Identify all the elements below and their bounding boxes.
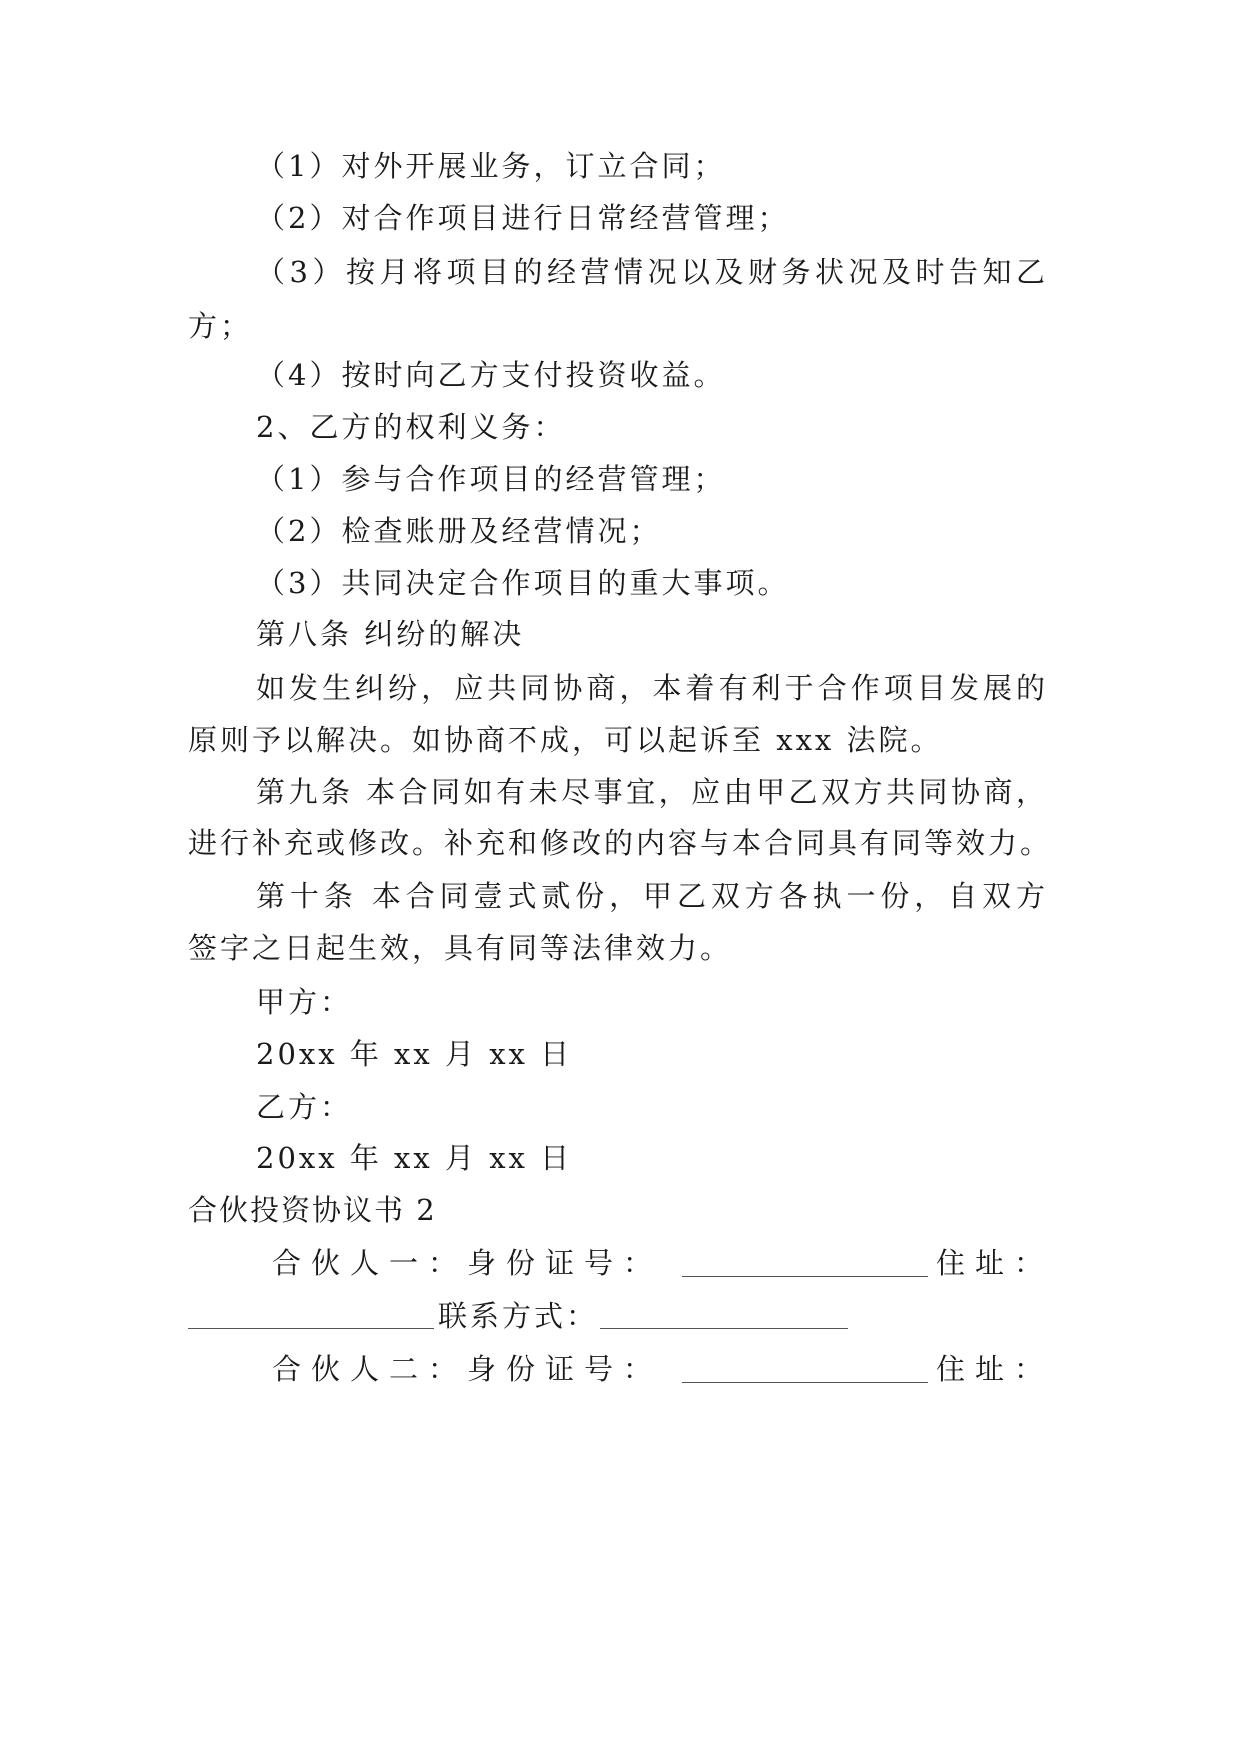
agreement-2-title: 合伙投资协议书 2 [188,1193,437,1227]
party-b-duty-3: （3）共同决定合作项目的重大事项。 [256,566,790,600]
article-10-line2: 签字之日起生效，具有同等法律效力。 [188,931,733,965]
partner-2-address-label: 住址： [936,1352,1054,1386]
partner-1-id-label: 合伙人一：身份证号： [272,1246,663,1280]
party-a-signature-date: 20xx 年 xx 月 xx 日 [256,1037,573,1071]
partner-1-id-blank [682,1248,928,1277]
party-b-duty-1: （1）参与合作项目的经营管理； [256,462,726,496]
partner-2-id-label: 合伙人二：身份证号： [272,1352,663,1386]
party-b-signature-label: 乙方： [256,1090,353,1124]
partner-2-address-label-wrap [936,1349,1053,1389]
party-a-duty-1: （1）对外开展业务，订立合同； [256,149,726,183]
party-b-section-heading: 2、乙方的权利义务： [256,410,566,444]
partner-1-contact-label: 联系方式： [438,1299,599,1333]
partner-1-address-label-wrap [936,1243,1053,1283]
party-a-duty-4: （4）按时向乙方支付投资收益。 [256,358,726,392]
article-8-heading: 第八条 纠纷的解决 [256,617,525,651]
partner-2-row-1 [272,1349,662,1389]
party-a-signature-label: 甲方： [256,985,353,1019]
article-9-line2: 进行补充或修改。补充和修改的内容与本合同具有同等效力。 [188,826,1053,860]
partner-2-id-blank [682,1354,928,1383]
partner-1-row-1 [272,1243,662,1283]
party-b-duty-2: （2）检查账册及经营情况； [256,514,662,548]
party-a-duty-3-line2: 方； [188,309,253,343]
article-9-line1: 第九条 本合同如有未尽事宜，应由甲乙双方共同协商， [256,775,1048,809]
partner-1-address-blank [188,1300,434,1329]
partner-1-contact-blank [600,1300,848,1329]
party-a-duty-2: （2）对合作项目进行日常经营管理； [256,201,790,235]
article-8-line1: 如发生纠纷，应共同协商，本着有利于合作项目发展的 [256,671,1048,705]
article-10-line1: 第十条 本合同壹式贰份，甲乙双方各执一份，自双方 [256,879,1048,913]
article-8-line2: 原则予以解决。如协商不成，可以起诉至 xxx 法院。 [188,723,943,757]
party-b-signature-date: 20xx 年 xx 月 xx 日 [256,1141,573,1175]
partner-1-address-label: 住址： [936,1246,1054,1280]
party-a-duty-3-line1: （3）按月将项目的经营情况以及财务状况及时告知乙 [256,255,1048,289]
